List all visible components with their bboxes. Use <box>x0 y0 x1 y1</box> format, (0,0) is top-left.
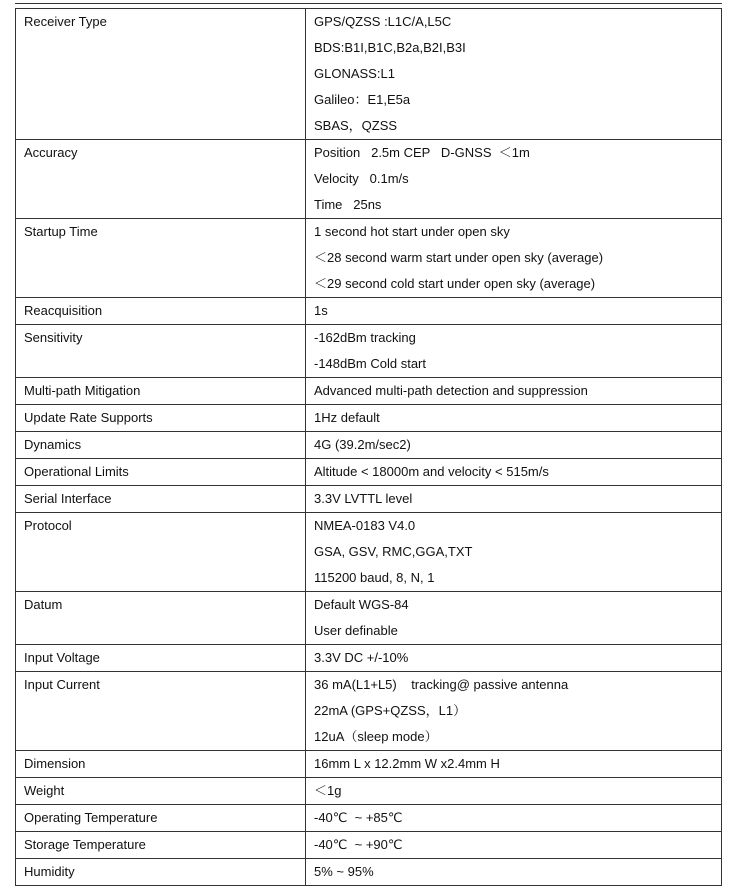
row-label: Dynamics <box>24 437 82 452</box>
value-line: 12uA（sleep mode） <box>314 729 438 744</box>
row-label-protocol <box>16 513 306 592</box>
value-line: 3.3V LVTTL level <box>314 491 413 506</box>
row-value-weight <box>306 778 722 805</box>
value-line: BDS:B1I,B1C,B2a,B2I,B3I <box>314 40 466 55</box>
value-line: -40℃ ~ +90℃ <box>314 837 403 852</box>
table-row <box>16 459 722 486</box>
row-label-serial-interface <box>16 486 306 513</box>
row-value-humidity <box>306 859 722 886</box>
row-value-dynamics <box>306 432 722 459</box>
table-row <box>16 378 722 405</box>
row-label-reacquisition <box>16 298 306 325</box>
row-label-humidity <box>16 859 306 886</box>
value-line: 36 mA(L1+L5) tracking@ passive antenna <box>314 677 569 692</box>
value-line: 1s <box>314 303 328 318</box>
row-label: Operational Limits <box>24 464 129 479</box>
row-label-update-rate <box>16 405 306 432</box>
row-label-input-current <box>16 672 306 751</box>
value-line: GPS/QZSS :L1C/A,L5C <box>314 14 452 29</box>
table-row <box>16 486 722 513</box>
row-label-dimension <box>16 751 306 778</box>
row-label: Input Current <box>24 677 100 692</box>
row-label: Dimension <box>24 756 86 771</box>
value-line: Velocity 0.1m/s <box>314 171 409 186</box>
row-label: Update Rate Supports <box>24 410 153 425</box>
value-line: ＜1g <box>314 783 342 798</box>
row-label: Reacquisition <box>24 303 103 318</box>
table-row <box>16 513 722 592</box>
row-label-sensitivity <box>16 325 306 378</box>
row-label: Accuracy <box>24 145 78 160</box>
value-line: 115200 baud, 8, N, 1 <box>314 570 435 585</box>
row-value-dimension <box>306 751 722 778</box>
row-label-operational-limits <box>16 459 306 486</box>
table-row <box>16 405 722 432</box>
table-row <box>16 832 722 859</box>
value-line: NMEA-0183 V4.0 <box>314 518 416 533</box>
row-value-startup-time <box>306 219 722 298</box>
row-label: Multi-path Mitigation <box>24 383 141 398</box>
value-line: User definable <box>314 623 398 638</box>
value-line: ＜28 second warm start under open sky (average) <box>314 250 604 265</box>
row-value-operating-temperature <box>306 805 722 832</box>
value-line: Time 25ns <box>314 197 382 212</box>
row-label-accuracy <box>16 140 306 219</box>
row-label: Protocol <box>24 518 72 533</box>
row-value-storage-temperature <box>306 832 722 859</box>
value-line: Galileo：E1,E5a <box>314 92 411 107</box>
value-line: 1Hz default <box>314 410 380 425</box>
value-line: GLONASS:L1 <box>314 66 395 81</box>
row-value-datum <box>306 592 722 645</box>
value-line: -148dBm Cold start <box>314 356 426 371</box>
table-row <box>16 325 722 378</box>
row-label-dynamics <box>16 432 306 459</box>
table-row <box>16 751 722 778</box>
table-row <box>16 219 722 298</box>
row-label-weight <box>16 778 306 805</box>
spec-table <box>15 8 722 886</box>
value-line: Altitude < 18000m and velocity < 515m/s <box>314 464 549 479</box>
row-value-sensitivity <box>306 325 722 378</box>
table-row <box>16 592 722 645</box>
value-line: 5% ~ 95% <box>314 864 374 879</box>
row-value-receiver-type <box>306 9 722 140</box>
row-label: Sensitivity <box>24 330 83 345</box>
value-line: 1 second hot start under open sky <box>314 224 510 239</box>
row-value-reacquisition <box>306 298 722 325</box>
value-line: -162dBm tracking <box>314 330 416 345</box>
row-label: Operating Temperature <box>24 810 158 825</box>
table-row <box>16 672 722 751</box>
row-label: Startup Time <box>24 224 98 239</box>
row-label-multipath-mitigation <box>16 378 306 405</box>
table-row <box>16 859 722 886</box>
row-value-multipath-mitigation <box>306 378 722 405</box>
row-label-input-voltage <box>16 645 306 672</box>
row-label-receiver-type <box>16 9 306 140</box>
table-row <box>16 140 722 219</box>
table-row <box>16 805 722 832</box>
value-line: Default WGS-84 <box>314 597 409 612</box>
table-row <box>16 778 722 805</box>
row-value-serial-interface <box>306 486 722 513</box>
row-value-input-current <box>306 672 722 751</box>
value-line: -40℃ ~ +85℃ <box>314 810 403 825</box>
value-line: 22mA (GPS+QZSS，L1） <box>314 703 467 718</box>
row-label: Storage Temperature <box>24 837 146 852</box>
row-label: Receiver Type <box>24 14 107 29</box>
row-label: Humidity <box>24 864 75 879</box>
value-line: ＜29 second cold start under open sky (average) <box>314 276 596 291</box>
row-value-protocol <box>306 513 722 592</box>
table-row <box>16 432 722 459</box>
row-value-input-voltage <box>306 645 722 672</box>
row-label: Weight <box>24 783 65 798</box>
row-label-storage-temperature <box>16 832 306 859</box>
value-line: Advanced multi-path detection and suppression <box>314 383 588 398</box>
table-row <box>16 645 722 672</box>
row-label: Serial Interface <box>24 491 112 506</box>
value-line: 16mm L x 12.2mm W x2.4mm H <box>314 756 500 771</box>
table-row <box>16 298 722 325</box>
row-label: Datum <box>24 597 63 612</box>
spec-sheet <box>15 8 722 886</box>
table-row <box>16 9 722 140</box>
value-line: SBAS，QZSS <box>314 118 398 133</box>
row-value-accuracy <box>306 140 722 219</box>
row-value-operational-limits <box>306 459 722 486</box>
row-label-datum <box>16 592 306 645</box>
value-line: Position 2.5m CEP D-GNSS ＜1m <box>314 145 530 160</box>
table-top-rule <box>15 3 722 4</box>
row-value-update-rate <box>306 405 722 432</box>
value-line: 3.3V DC +/-10% <box>314 650 409 665</box>
value-line: GSA, GSV, RMC,GGA,TXT <box>314 544 473 559</box>
row-label-operating-temperature <box>16 805 306 832</box>
row-label: Input Voltage <box>24 650 100 665</box>
value-line: 4G (39.2m/sec2) <box>314 437 411 452</box>
row-label-startup-time <box>16 219 306 298</box>
